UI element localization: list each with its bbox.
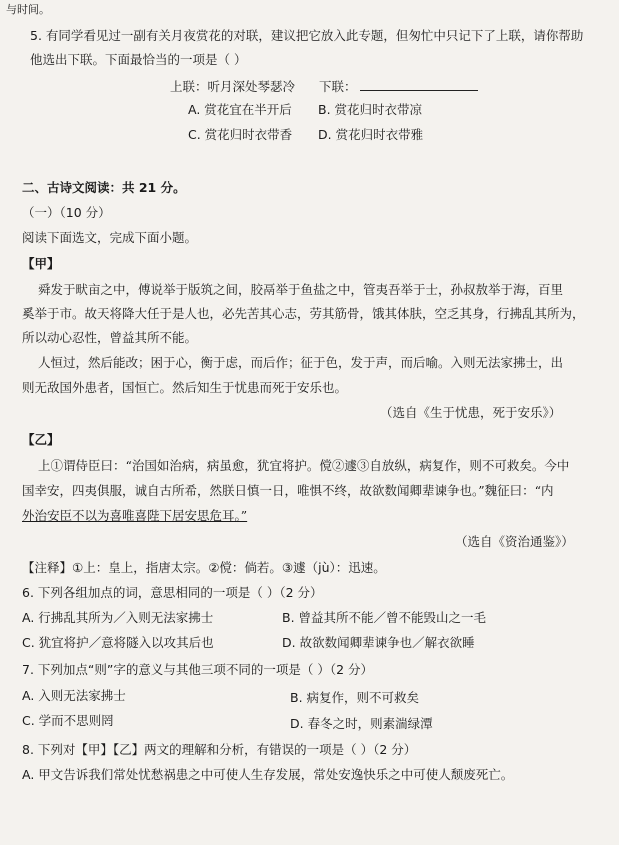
q6-stem: 6. 下列各组加点的词，意思相同的一项是（ ）（2 分） <box>22 585 323 600</box>
yi-line1: 上①谓侍臣曰：“治国如治病，病虽愈，犹宜将护。傥②遽③自放纵，病复作，则不可救矣。今中 <box>38 458 570 473</box>
q6-option-b: B. 曾益其所不能／曾不能毁山之一毛 <box>282 610 487 625</box>
q6-option-c: C. 犹宜将护／意将隧入以攻其后也 <box>22 635 214 650</box>
q5-option-d: D. 赏花归时衣带雅 <box>318 127 424 142</box>
yi-line3: 外治安臣不以为喜唯喜陛下居安思危耳。” <box>22 508 248 523</box>
q7-option-c: C. 学而不思则罔 <box>22 713 114 728</box>
yi-label: 【乙】 <box>22 432 60 447</box>
q7-option-d: D. 春冬之时，则素湍绿潭 <box>290 716 433 731</box>
jia-source: （选自《生于忧患，死于安乐》） <box>380 405 562 420</box>
jia-line: 奚举于市。故天将降大任于是人也，必先苦其心志，劳其筋骨，饿其体肤，空乏其身，行拂乱其所为， <box>22 306 585 321</box>
q5-couplet <box>170 78 478 95</box>
annotation-note: 【注释】①上：皇上，指唐太宗。②傥：倘若。③遽（jù）：迅速。 <box>22 560 386 575</box>
q5-lower-label: 下联： <box>318 79 357 94</box>
top-fragment: 与时间。 <box>6 3 50 16</box>
jia-line: 人恒过，然后能改；困于心，衡于虑，而后作；征于色，发于声，而后喻。入则无法家拂士，出 <box>38 355 564 370</box>
yi-line2: 国幸安，四夷俱服，诚自古所希，然朕日慎一日，唯惧不终，故欲数闻卿辈谏争也。”魏征曰：“内 <box>22 483 554 498</box>
q5-option-c: C. 赏花归时衣带香 <box>188 127 293 142</box>
section-instruction: 阅读下面选文，完成下面小题。 <box>22 230 198 245</box>
q8-option-a: A. 甲文告诉我们常处忧愁祸患之中可使人生存发展，常处安逸快乐之中可使人颓废死亡。 <box>22 767 514 782</box>
jia-line: 则无敌国外患者，国恒亡。然后知生于忧患而死于安乐也。 <box>22 380 348 395</box>
jia-line: 舜发于畎亩之中，傅说举于版筑之间，胶鬲举于鱼盐之中，管夷吾举于士，孙叔敖举于海，百里 <box>38 282 564 297</box>
section-heading: 二、古诗文阅读：共 21 分。 <box>22 180 186 195</box>
q5-answer-blank <box>360 78 478 91</box>
q5-option-a: A. 赏花宜在半开后 <box>188 102 292 117</box>
q5-stem-line1: 5. 有同学看见过一副有关月夜赏花的对联，建议把它放入此专题，但匆忙中只记下了上联，请你帮助 <box>30 28 584 43</box>
q5-option-b: B. 赏花归时衣带凉 <box>318 102 423 117</box>
q7-option-b: B. 病复作，则不可救矣 <box>290 690 420 705</box>
q7-option-a: A. 入则无法家拂士 <box>22 688 126 703</box>
yi-source: （选自《资治通鉴》） <box>455 534 574 549</box>
q7-stem: 7. 下列加点“则”字的意义与其他三项不同的一项是（ ）（2 分） <box>22 662 374 677</box>
q6-option-d: D. 故欲数闻卿辈谏争也／解衣欲睡 <box>282 635 475 650</box>
q5-stem-line2: 他选出下联。下面最恰当的一项是（ ） <box>30 52 247 67</box>
jia-line: 所以动心忍性，曾益其所不能。 <box>22 330 198 345</box>
q5-upper-couplet: 上联：听月深处琴瑟冷 <box>170 79 296 94</box>
section-sub: （一）（10 分） <box>22 205 111 220</box>
q6-option-a: A. 行拂乱其所为／入则无法家拂士 <box>22 610 214 625</box>
q8-stem: 8. 下列对【甲】【乙】两文的理解和分析，有错误的一项是（ ）（2 分） <box>22 742 417 757</box>
jia-label: 【甲】 <box>22 256 60 271</box>
